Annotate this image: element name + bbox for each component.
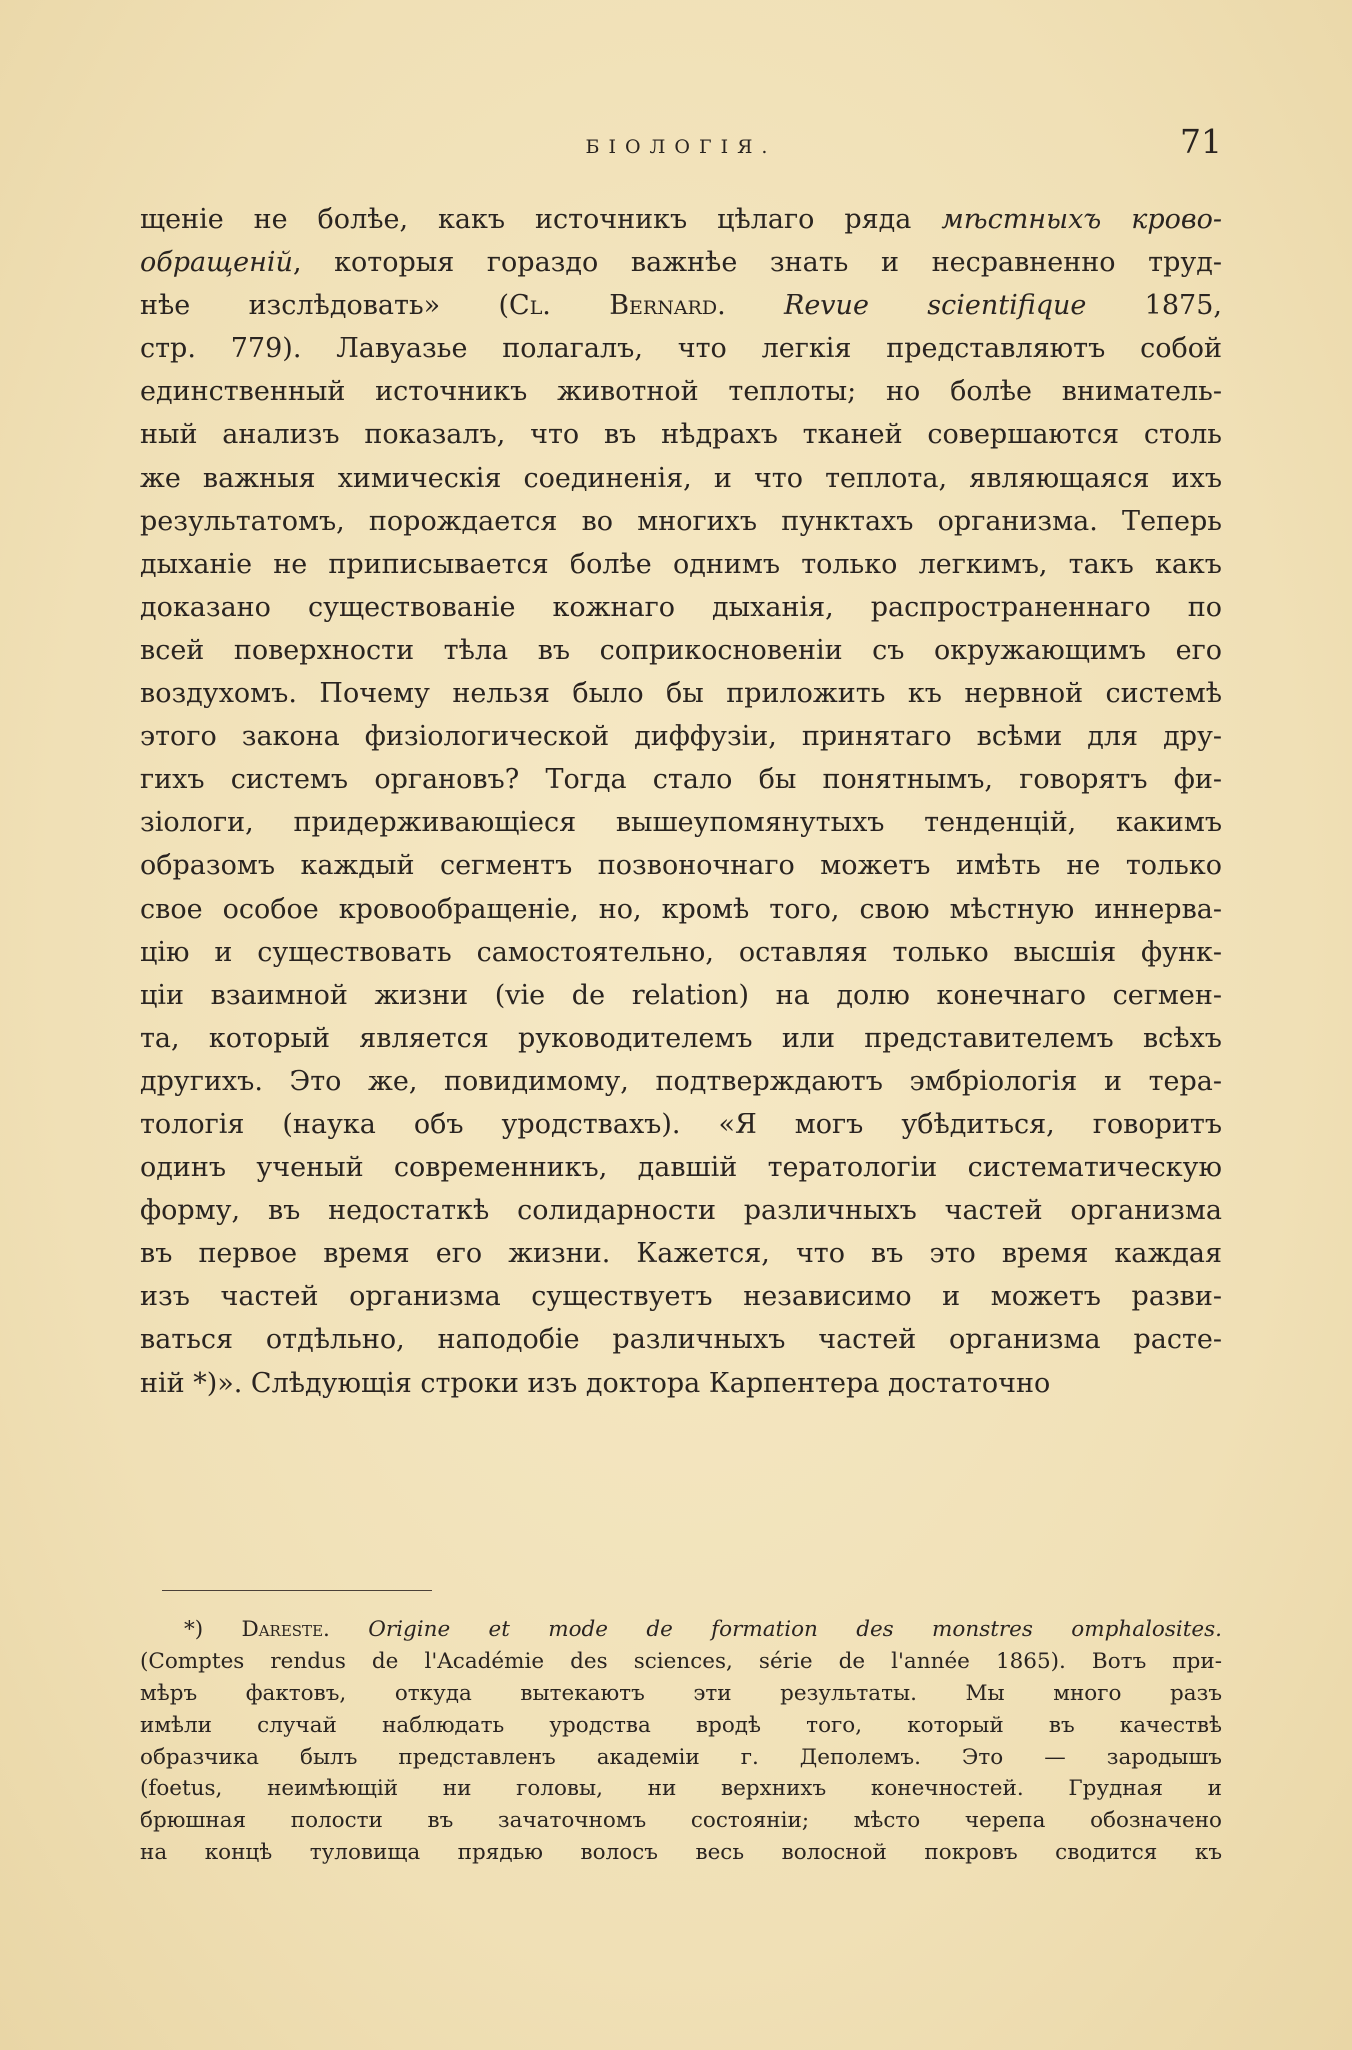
smallcaps-span: Cl. Bernard. <box>509 290 726 322</box>
footnote-line <box>140 1773 1222 1805</box>
text-line <box>140 715 1222 758</box>
text-span: ній *)». Слѣдующія строки изъ доктора Карпентера достаточно <box>140 1367 1051 1399</box>
footnote-separator <box>162 1590 432 1591</box>
text-line <box>140 1146 1222 1189</box>
text-line <box>140 888 1222 931</box>
text-span: свое особое кровообращеніе, но, кромѣ того, свою мѣстную иннерва- <box>140 893 1222 925</box>
text-span: (Comptes rendus de l'Académie des sciences, série de l'année 1865). Вотъ при- <box>140 1648 1222 1674</box>
text-span: воздухомъ. Почему нельзя было бы приложить къ нервной системѣ <box>140 678 1222 710</box>
page-header <box>140 122 1222 168</box>
text-span: дыханіе не приписывается болѣе однимъ только легкимъ, такъ какъ <box>140 548 1222 580</box>
text-span: единственный источникъ животной теплоты; но болѣе вниматель- <box>140 376 1222 408</box>
text-span: брюшная полости въ зачаточномъ состояніи; мѣсто черепа обозначено <box>140 1808 1222 1834</box>
footnote-line <box>140 1805 1222 1837</box>
footnote-line <box>140 1710 1222 1742</box>
main-text <box>140 198 1222 1405</box>
text-span: мѣръ фактовъ, откуда вытекаютъ эти результаты. Мы много разъ <box>140 1680 1222 1706</box>
text-line <box>140 629 1222 672</box>
text-span: другихъ. Это же, повидимому, подтверждаютъ эмбріологія и тера- <box>140 1065 1222 1097</box>
page-number: 71 <box>1180 122 1222 161</box>
italic-span: Origine et mode de formation des monstres omphalosites. <box>329 1617 1222 1642</box>
text-line <box>140 758 1222 801</box>
italic-span: обращеній <box>140 247 293 279</box>
text-span: результатомъ, порождается во многихъ пунктахъ организма. Теперь <box>140 505 1222 537</box>
text-span: доказано существованіе кожнаго дыханія, распространеннаго по <box>140 591 1222 623</box>
text-line <box>140 1017 1222 1060</box>
text-span: цію и существовать самостоятельно, оставляя только высшія функ- <box>140 936 1222 968</box>
italic-span: мѣстныхъ крово- <box>941 204 1222 235</box>
text-span: тологія (наука объ уродствахъ). «Я могъ убѣдиться, говоритъ <box>140 1108 1222 1140</box>
text-span: (foetus, неимѣющій ни головы, ни верхнихъ конечностей. Грудная и <box>140 1776 1222 1802</box>
text-span: ный анализъ показалъ, что въ нѣдрахъ тканей совершаются столь <box>140 419 1222 451</box>
text-span: , которыя гораздо важнѣе знать и несравненно труд- <box>292 247 1222 279</box>
text-span: 1875, <box>1086 290 1222 322</box>
text-span: форму, въ недостаткѣ солидарности различныхъ частей организма <box>140 1195 1222 1227</box>
footnote <box>140 1614 1222 1869</box>
text-line <box>140 327 1222 370</box>
text-line <box>140 586 1222 629</box>
text-span: ціи взаимной жизни (vie de relation) на долю конечнаго сегмен- <box>140 979 1222 1011</box>
text-span: зіологи, придерживающіеся вышеупомянутыхъ тенденцій, какимъ <box>140 807 1222 839</box>
text-span: въ первое время его жизни. Кажется, что въ это время каждая <box>140 1238 1222 1270</box>
text-line <box>140 1103 1222 1146</box>
footnote-line <box>140 1646 1222 1678</box>
text-span: имѣли случай наблюдать уродства вродѣ того, который въ качествѣ <box>140 1712 1222 1738</box>
text-line <box>140 1275 1222 1318</box>
text-span: стр. 779). Лавуазье полагалъ, что легкія представляютъ собой <box>140 333 1222 365</box>
text-line <box>140 241 1222 284</box>
text-span: ваться отдѣльно, наподобіе различныхъ частей организма расте- <box>140 1324 1222 1356</box>
text-line <box>140 1060 1222 1103</box>
text-line <box>140 974 1222 1017</box>
text-line <box>140 931 1222 974</box>
text-span: образчика былъ представленъ академіи г. Деполемъ. Это — зародышъ <box>140 1744 1222 1770</box>
text-span: *) <box>184 1617 242 1642</box>
text-line <box>140 672 1222 715</box>
footnote-line <box>140 1837 1222 1869</box>
text-line <box>140 801 1222 844</box>
text-span: щеніе не болѣе, какъ источникъ цѣлаго ряда <box>140 204 942 235</box>
text-span: всей поверхности тѣла въ соприкосновеніи съ окружающимъ его <box>140 634 1222 666</box>
text-line <box>140 844 1222 887</box>
footnote-line <box>140 1678 1222 1710</box>
text-span: гихъ системъ органовъ? Тогда стало бы понятнымъ, говорятъ фи- <box>140 764 1222 796</box>
text-span: одинъ ученый современникъ, давшій тератологіи систематическую <box>140 1152 1222 1184</box>
text-line <box>140 543 1222 586</box>
text-span: образомъ каждый сегментъ позвоночнаго можетъ имѣть не только <box>140 850 1222 882</box>
text-span: этого закона физіологической диффузіи, принятаго всѣми для дру- <box>140 721 1222 753</box>
footnote-line <box>140 1614 1222 1646</box>
text-line <box>140 500 1222 543</box>
text-line <box>140 370 1222 413</box>
text-span: та, который является руководителемъ или представителемъ всѣхъ <box>140 1022 1222 1054</box>
footnote-line <box>140 1742 1222 1774</box>
text-line <box>140 284 1222 327</box>
text-span: же важныя химическія соединенія, и что теплота, являющаяся ихъ <box>140 462 1222 494</box>
text-span: на концѣ туловища прядью волосъ весь волосной покровъ сводится къ <box>140 1840 1222 1866</box>
text-line <box>140 1189 1222 1232</box>
text-line <box>140 1232 1222 1275</box>
running-title: БІОЛОГІЯ. <box>585 136 777 158</box>
smallcaps-span: Dareste. <box>241 1617 330 1642</box>
text-span: нѣе изслѣдовать» ( <box>140 290 510 322</box>
text-line <box>140 457 1222 500</box>
text-span: изъ частей организма существуетъ независимо и можетъ разви- <box>140 1281 1222 1313</box>
text-line <box>140 198 1222 241</box>
text-line <box>140 1362 1222 1405</box>
text-line <box>140 413 1222 456</box>
italic-span: Revue scientifique <box>725 290 1087 322</box>
text-line <box>140 1318 1222 1361</box>
